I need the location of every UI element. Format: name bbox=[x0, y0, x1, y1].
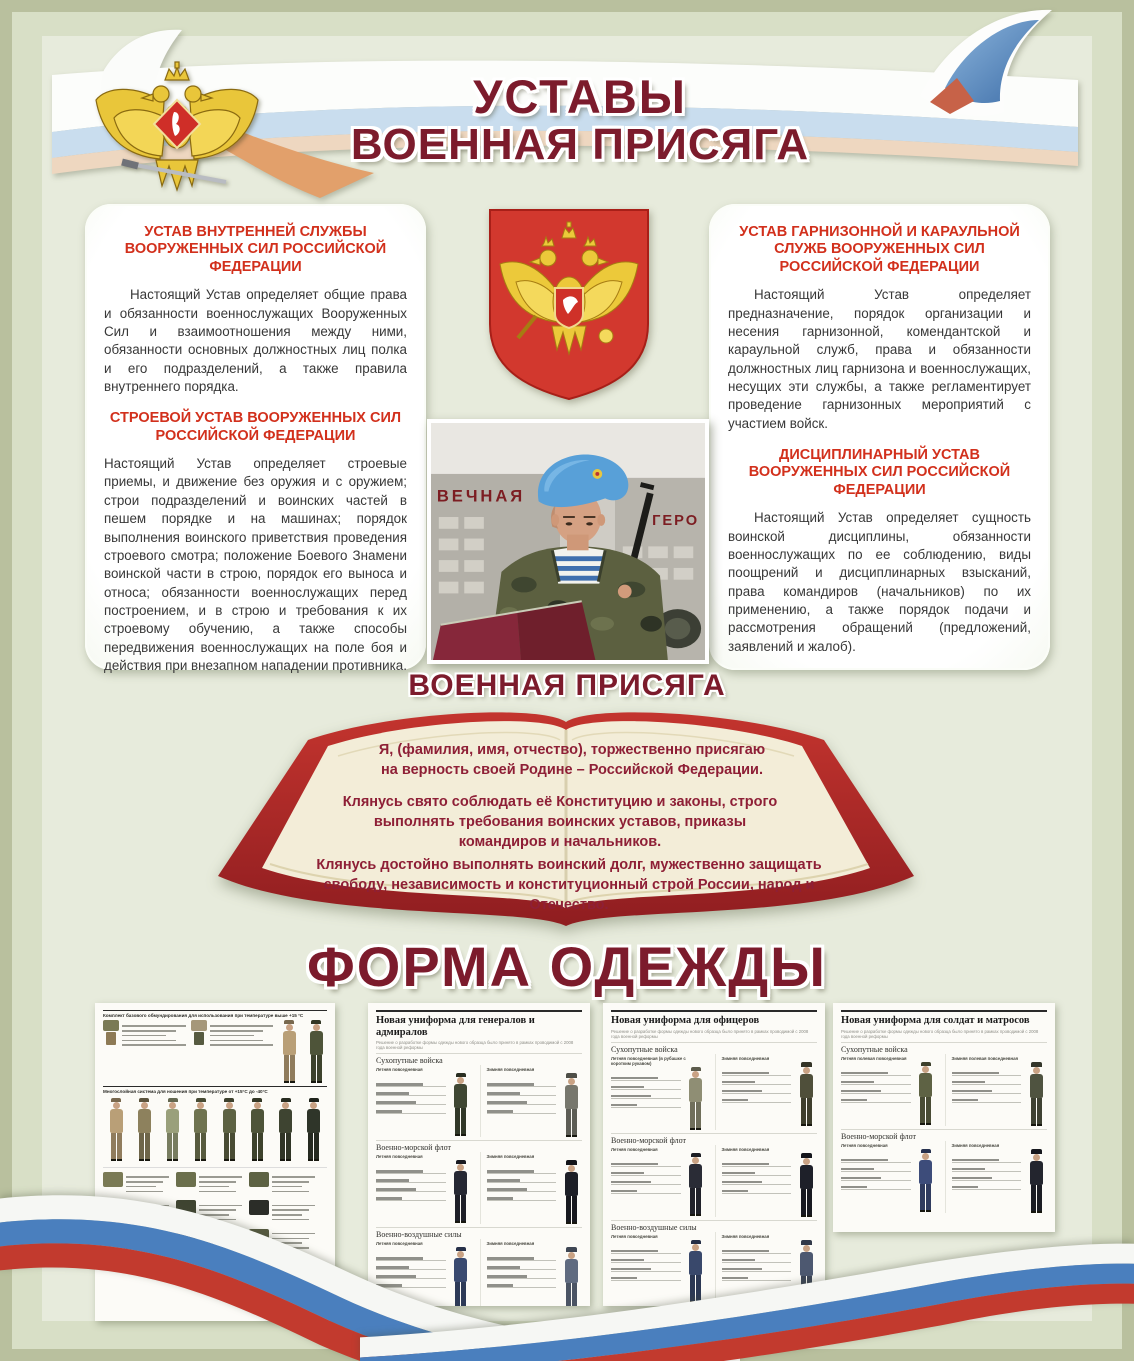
figure-legs bbox=[311, 1055, 322, 1083]
garment-icon bbox=[103, 1020, 119, 1049]
figure-legs bbox=[801, 1098, 812, 1126]
figure-head bbox=[922, 1066, 929, 1073]
figure-head bbox=[113, 1102, 120, 1109]
winter-hat bbox=[1031, 1062, 1042, 1067]
uniform-figure-block bbox=[480, 1065, 583, 1137]
figure-caption: Летняя повседневная bbox=[841, 1142, 888, 1148]
figure-uniform bbox=[800, 1074, 813, 1098]
callout-line bbox=[952, 1102, 1022, 1103]
poster-subtitle: Решение о разработке формы одежды нового образца было принято в рамках проводимой с 2008 года военной реформы bbox=[841, 1028, 1039, 1039]
figure-uniform bbox=[1030, 1074, 1043, 1098]
page-title bbox=[280, 72, 880, 168]
figure-caption: Летняя повседневная bbox=[611, 1146, 658, 1152]
figure-legs bbox=[280, 1133, 291, 1161]
callout-line bbox=[487, 1173, 557, 1174]
uniform-row bbox=[376, 1065, 582, 1137]
callout-line bbox=[841, 1180, 911, 1181]
person-figure bbox=[450, 1073, 472, 1136]
figure-caption: Зимняя повседневная bbox=[486, 1154, 535, 1160]
figure-uniform bbox=[223, 1109, 236, 1133]
caption-line bbox=[210, 1030, 264, 1032]
callout-line bbox=[611, 1080, 681, 1081]
statute-heading: УСТАВ ГАРНИЗОННОЙ И КАРАУЛЬНОЙ СЛУЖБ ВООРУЖЕННЫХ СИЛ РОССИЙСКОЙ ФЕДЕРАЦИИ bbox=[739, 224, 1020, 275]
person-figure bbox=[1025, 1149, 1047, 1213]
oath-paragraph-2: Клянусь свято соблюдать её Конституцию и законы, строго выполнять требования воинских уставов, приказы командиров и начальников. bbox=[342, 794, 778, 850]
branch-label: Сухопутные войска bbox=[376, 1053, 582, 1065]
person-figure bbox=[275, 1098, 297, 1161]
caption-line bbox=[122, 1030, 176, 1032]
caption-line bbox=[210, 1025, 274, 1027]
figure-head bbox=[254, 1102, 261, 1109]
garment-group bbox=[191, 1020, 274, 1049]
callout-line bbox=[722, 1102, 792, 1103]
poster-title: Новая униформа для генералов и адмиралов bbox=[376, 1010, 582, 1038]
uniform-row bbox=[611, 1054, 817, 1130]
callout-line bbox=[841, 1189, 911, 1190]
caption-line bbox=[210, 1040, 264, 1042]
oath-paragraph-1: Я, (фамилия, имя, отчество), торжественно присягаю на верность своей Родине – Российской Федерации. bbox=[378, 742, 766, 778]
callout-line bbox=[611, 1098, 681, 1099]
figure-caption: Летняя полевая повседневная bbox=[841, 1055, 907, 1061]
figure-head bbox=[282, 1102, 289, 1109]
callout-line bbox=[376, 1095, 446, 1096]
caption-line bbox=[210, 1035, 254, 1037]
uniform-figure-block bbox=[611, 1054, 707, 1130]
poster-title: Новая униформа для офицеров bbox=[611, 1010, 817, 1027]
callout-line bbox=[376, 1173, 446, 1174]
figure-uniform bbox=[138, 1109, 151, 1133]
figure-head bbox=[922, 1153, 929, 1160]
uniform-figure-block bbox=[945, 1054, 1048, 1126]
callout-line bbox=[952, 1171, 1022, 1172]
poster-title: Новая униформа для солдат и матросов bbox=[841, 1010, 1047, 1027]
caption-line bbox=[122, 1040, 176, 1042]
figure-head bbox=[692, 1071, 699, 1078]
callout-line bbox=[841, 1171, 911, 1172]
figure-head bbox=[568, 1078, 575, 1085]
branch-label: Военно-морской флот bbox=[376, 1140, 582, 1152]
uniform-figure-block bbox=[376, 1065, 472, 1137]
uniform-figure-block bbox=[841, 1054, 937, 1126]
memorial-text-right: ГЕРО bbox=[652, 512, 700, 529]
figure-caption: Зимняя полевая повседневная bbox=[951, 1055, 1019, 1061]
figure-caption: Зимняя повседневная bbox=[721, 1146, 770, 1152]
statutes-panel-left bbox=[85, 204, 426, 674]
callout-line bbox=[841, 1075, 911, 1076]
armed-forces-eagle-emblem bbox=[92, 60, 262, 202]
figure-uniform bbox=[283, 1031, 296, 1055]
figure-head bbox=[141, 1102, 148, 1109]
callout-line bbox=[841, 1102, 911, 1103]
figure-uniform bbox=[279, 1109, 292, 1133]
caption-line bbox=[272, 1181, 309, 1183]
poster-soldiers-sailors bbox=[833, 1003, 1055, 1232]
callout-line bbox=[376, 1086, 446, 1087]
figure-head bbox=[803, 1067, 810, 1074]
figure-legs bbox=[455, 1108, 466, 1136]
callout-line bbox=[841, 1084, 911, 1085]
figure-legs bbox=[690, 1102, 701, 1130]
service-cap bbox=[691, 1067, 701, 1071]
figure-head bbox=[310, 1102, 317, 1109]
callout-lines bbox=[487, 1073, 557, 1122]
figure-head bbox=[1033, 1067, 1040, 1074]
figure-legs bbox=[920, 1184, 931, 1212]
callout-lines bbox=[952, 1062, 1022, 1111]
uniform-row bbox=[841, 1054, 1047, 1126]
figure-uniform bbox=[689, 1164, 702, 1188]
uniform-figure-block bbox=[841, 1141, 937, 1213]
person-figure bbox=[305, 1020, 327, 1083]
person-figure bbox=[218, 1098, 240, 1161]
callout-line bbox=[841, 1162, 911, 1163]
figure-uniform bbox=[310, 1031, 323, 1055]
person-figure bbox=[560, 1073, 582, 1137]
figure-legs bbox=[801, 1189, 812, 1217]
statute-body: Настоящий Устав определяет сущность воинской дисциплины, обязанности военнослужащих по ее соблюдению, виды поощрений и дисциплинарных взысканий, права командиров (начальников) по их применению, а также порядок подачи и рассмотрения обращений (предложений, заявлений и жалоб). bbox=[728, 510, 1031, 654]
callout-line bbox=[611, 1089, 681, 1090]
person-figure bbox=[278, 1020, 300, 1083]
bottom-right-flag-ribbon bbox=[360, 1228, 1134, 1361]
caption-line bbox=[272, 1176, 315, 1178]
callout-line bbox=[722, 1166, 792, 1167]
callout-lines bbox=[841, 1149, 911, 1198]
winter-hat bbox=[801, 1062, 812, 1067]
branch-label: Сухопутные войска bbox=[611, 1042, 817, 1054]
figure-uniform bbox=[251, 1109, 264, 1133]
winter-hat bbox=[1031, 1149, 1042, 1154]
caption-line bbox=[126, 1181, 163, 1183]
callout-line bbox=[722, 1093, 792, 1094]
figure-uniform bbox=[166, 1109, 179, 1133]
memorial-text-left: ВЕЧНАЯ bbox=[436, 486, 526, 506]
figure-legs bbox=[139, 1133, 150, 1161]
uniform-row bbox=[841, 1141, 1047, 1213]
caption-line bbox=[122, 1035, 166, 1037]
person-figure bbox=[190, 1098, 212, 1161]
figure-caption: Летняя повседневная bbox=[376, 1241, 423, 1247]
callout-line bbox=[722, 1175, 792, 1176]
person-figure bbox=[685, 1067, 707, 1130]
layer-system-title: Многослойная система для ношения при температуре от +15°С до -40°С bbox=[103, 1086, 327, 1094]
figure-caption: Летняя повседневная bbox=[376, 1154, 423, 1160]
callout-line bbox=[841, 1093, 911, 1094]
statute-heading: ДИСЦИПЛИНАРНЫЙ УСТАВ ВООРУЖЕННЫХ СИЛ РОССИЙСКОЙ ФЕДЕРАЦИИ bbox=[748, 447, 1011, 498]
figure-caption: Зимняя повседневная bbox=[951, 1142, 1000, 1148]
caption-line bbox=[199, 1176, 242, 1178]
kit-items-row bbox=[103, 1020, 327, 1083]
figure-legs bbox=[1031, 1185, 1042, 1213]
uniform-figure-block bbox=[715, 1054, 818, 1130]
callout-line bbox=[376, 1182, 446, 1183]
callout-lines bbox=[952, 1149, 1022, 1198]
figure-uniform bbox=[1030, 1161, 1043, 1185]
callout-line bbox=[611, 1175, 681, 1176]
title-line-1: УСТАВЫ bbox=[473, 70, 687, 123]
person-figure bbox=[105, 1098, 127, 1161]
figure-caption: Летняя повседневная bbox=[376, 1067, 423, 1073]
winter-hat bbox=[801, 1153, 812, 1158]
figure-caption: Летняя повседневная bbox=[611, 1233, 658, 1239]
service-cap bbox=[691, 1153, 701, 1157]
branch-label: Военно-морской флот bbox=[841, 1129, 1047, 1141]
person-figure bbox=[915, 1149, 937, 1212]
bullet-lines bbox=[122, 1020, 186, 1049]
figure-legs bbox=[252, 1133, 263, 1161]
figure-head bbox=[692, 1157, 699, 1164]
service-cap bbox=[921, 1149, 931, 1153]
poster-subtitle: Решение о разработке формы одежды нового образца было принято в рамках проводимой с 2008 года военной реформы bbox=[376, 1040, 574, 1051]
title-line-2: ВОЕННАЯ ПРИСЯГА bbox=[350, 119, 810, 169]
branch-label: Военно-воздушные силы bbox=[376, 1227, 582, 1239]
figure-head bbox=[568, 1165, 575, 1172]
figure-head bbox=[457, 1077, 464, 1084]
oath-ceremony-photo bbox=[427, 419, 709, 664]
garment-group bbox=[103, 1020, 186, 1049]
figure-uniform bbox=[919, 1160, 932, 1184]
statute-heading: СТРОЕВОЙ УСТАВ ВООРУЖЕННЫХ СИЛ РОССИЙСКОЙ ФЕДЕРАЦИИ bbox=[109, 410, 402, 444]
poster-title: Комплект базового обмундирования для использования при температуре выше +15 °С bbox=[103, 1010, 327, 1018]
garment-icon bbox=[191, 1020, 207, 1049]
callout-line bbox=[952, 1093, 1022, 1094]
figure-uniform bbox=[800, 1165, 813, 1189]
person-figure bbox=[246, 1098, 268, 1161]
figure-head bbox=[197, 1102, 204, 1109]
figure-uniform bbox=[919, 1073, 932, 1097]
figure-legs bbox=[167, 1133, 178, 1161]
callout-line bbox=[952, 1180, 1022, 1181]
person-figure bbox=[1025, 1062, 1047, 1126]
callout-line bbox=[952, 1189, 1022, 1190]
callout-line bbox=[952, 1084, 1022, 1085]
branch-label: Военно-морской флот bbox=[611, 1133, 817, 1145]
callout-lines bbox=[722, 1062, 792, 1111]
oath-section-heading: ВОЕННАЯ ПРИСЯГА bbox=[408, 669, 726, 702]
statute-body: Настоящий Устав определяет строевые приемы, и движение без оружия и с оружием; строи подразделений и воинских частей в пешем порядке и на машинах; порядок выполнения воинского приветствия проведения строевого смотра; положение Боевого Знамени воинской части в строю, порядок его выноса и относа; обязанности военнослужащих перед построением, и в строю и требования к их строевому обучению, а также способы передвижения военнослужащих на поле боя и действия при внезапном нападении противника. bbox=[104, 456, 407, 674]
callout-line bbox=[376, 1104, 446, 1105]
callout-line bbox=[487, 1113, 557, 1114]
figure-head bbox=[457, 1164, 464, 1171]
person-figure bbox=[915, 1062, 937, 1125]
callout-line bbox=[487, 1095, 557, 1096]
figure-uniform bbox=[454, 1084, 467, 1108]
uniform-section-heading: ФОРМА ОДЕЖДЫ bbox=[306, 935, 827, 998]
figure-uniform bbox=[307, 1109, 320, 1133]
figure-legs bbox=[1031, 1098, 1042, 1126]
statute-body: Настоящий Устав определяет предназначение, порядок организации и несения гарнизонной, комендантской и караульной служб, права и обязанности должностных лиц гарнизона и военнослужащих, несущих эти службы, а также регламентирует проведение гарнизонных мероприятий с участием войск. bbox=[728, 287, 1031, 431]
callout-lines bbox=[376, 1073, 446, 1122]
callout-line bbox=[487, 1182, 557, 1183]
figure-caption: Зимняя повседневная bbox=[486, 1067, 535, 1073]
figure-caption: Зимняя повседневная bbox=[721, 1055, 770, 1061]
figure-head bbox=[169, 1102, 176, 1109]
person-figure bbox=[795, 1062, 817, 1126]
figure-legs bbox=[308, 1133, 319, 1161]
person-figure bbox=[303, 1098, 325, 1161]
caption-line bbox=[122, 1044, 186, 1046]
russia-coat-of-arms bbox=[484, 206, 654, 403]
poster-subtitle: Решение о разработке формы одежды нового образца было принято в рамках проводимой с 2008 года военной реформы bbox=[611, 1028, 809, 1039]
figure-head bbox=[286, 1024, 293, 1031]
callout-line bbox=[611, 1166, 681, 1167]
figure-uniform bbox=[689, 1078, 702, 1102]
figure-head bbox=[313, 1024, 320, 1031]
callout-lines bbox=[841, 1062, 911, 1111]
callout-line bbox=[487, 1086, 557, 1087]
figure-caption: Летняя повседневная (в рубашке с коротким рукавом) bbox=[611, 1055, 686, 1066]
callout-line bbox=[722, 1075, 792, 1076]
figure-head bbox=[803, 1158, 810, 1165]
caption-line bbox=[122, 1025, 186, 1027]
figure-legs bbox=[284, 1055, 295, 1083]
uniform-figure-block bbox=[945, 1141, 1048, 1213]
figure-uniform bbox=[194, 1109, 207, 1133]
figure-legs bbox=[566, 1109, 577, 1137]
layer-figures-row bbox=[103, 1096, 327, 1164]
statute-body: Настоящий Устав определяет общие права и обязанности военнослужащих Вооруженных Сил и взаимоотношения между ними, обязанности основных должностных лиц полка и его подразделений, а также правила внутреннего порядка. bbox=[104, 287, 407, 394]
branch-label: Военно-воздушные силы bbox=[611, 1220, 817, 1232]
callout-line bbox=[952, 1075, 1022, 1076]
callout-line bbox=[722, 1084, 792, 1085]
callout-line bbox=[487, 1104, 557, 1105]
figure-head bbox=[1033, 1154, 1040, 1161]
statutes-panel-right bbox=[709, 204, 1050, 670]
figure-caption: Зимняя повседневная bbox=[486, 1241, 535, 1247]
callout-lines bbox=[611, 1067, 681, 1116]
figure-caption: Зимняя повседневная bbox=[721, 1233, 770, 1239]
figure-legs bbox=[195, 1133, 206, 1161]
caption-line bbox=[210, 1044, 274, 1046]
statute-heading: УСТАВ ВНУТРЕННЕЙ СЛУЖБЫ ВООРУЖЕННЫХ СИЛ РОССИЙСКОЙ ФЕДЕРАЦИИ bbox=[124, 224, 387, 275]
callout-line bbox=[611, 1107, 681, 1108]
service-cap bbox=[921, 1062, 931, 1066]
caption-line bbox=[199, 1181, 236, 1183]
person-figure bbox=[795, 1153, 817, 1217]
callout-line bbox=[952, 1162, 1022, 1163]
oath-paragraph-3: Клянусь достойно выполнять воинский долг, мужественно защищать свободу, независимость и конституционный строй России, народ и Отечество. bbox=[316, 857, 822, 913]
figure-uniform bbox=[110, 1109, 123, 1133]
person-figure bbox=[133, 1098, 155, 1161]
bullet-lines bbox=[210, 1020, 274, 1049]
caption-line bbox=[126, 1176, 169, 1178]
callout-line bbox=[376, 1113, 446, 1114]
figure-legs bbox=[224, 1133, 235, 1161]
branch-label: Сухопутные войска bbox=[841, 1042, 1047, 1054]
person-figure bbox=[162, 1098, 184, 1161]
figure-legs bbox=[920, 1097, 931, 1125]
figure-legs bbox=[111, 1133, 122, 1161]
figure-uniform bbox=[565, 1085, 578, 1109]
figure-head bbox=[226, 1102, 233, 1109]
